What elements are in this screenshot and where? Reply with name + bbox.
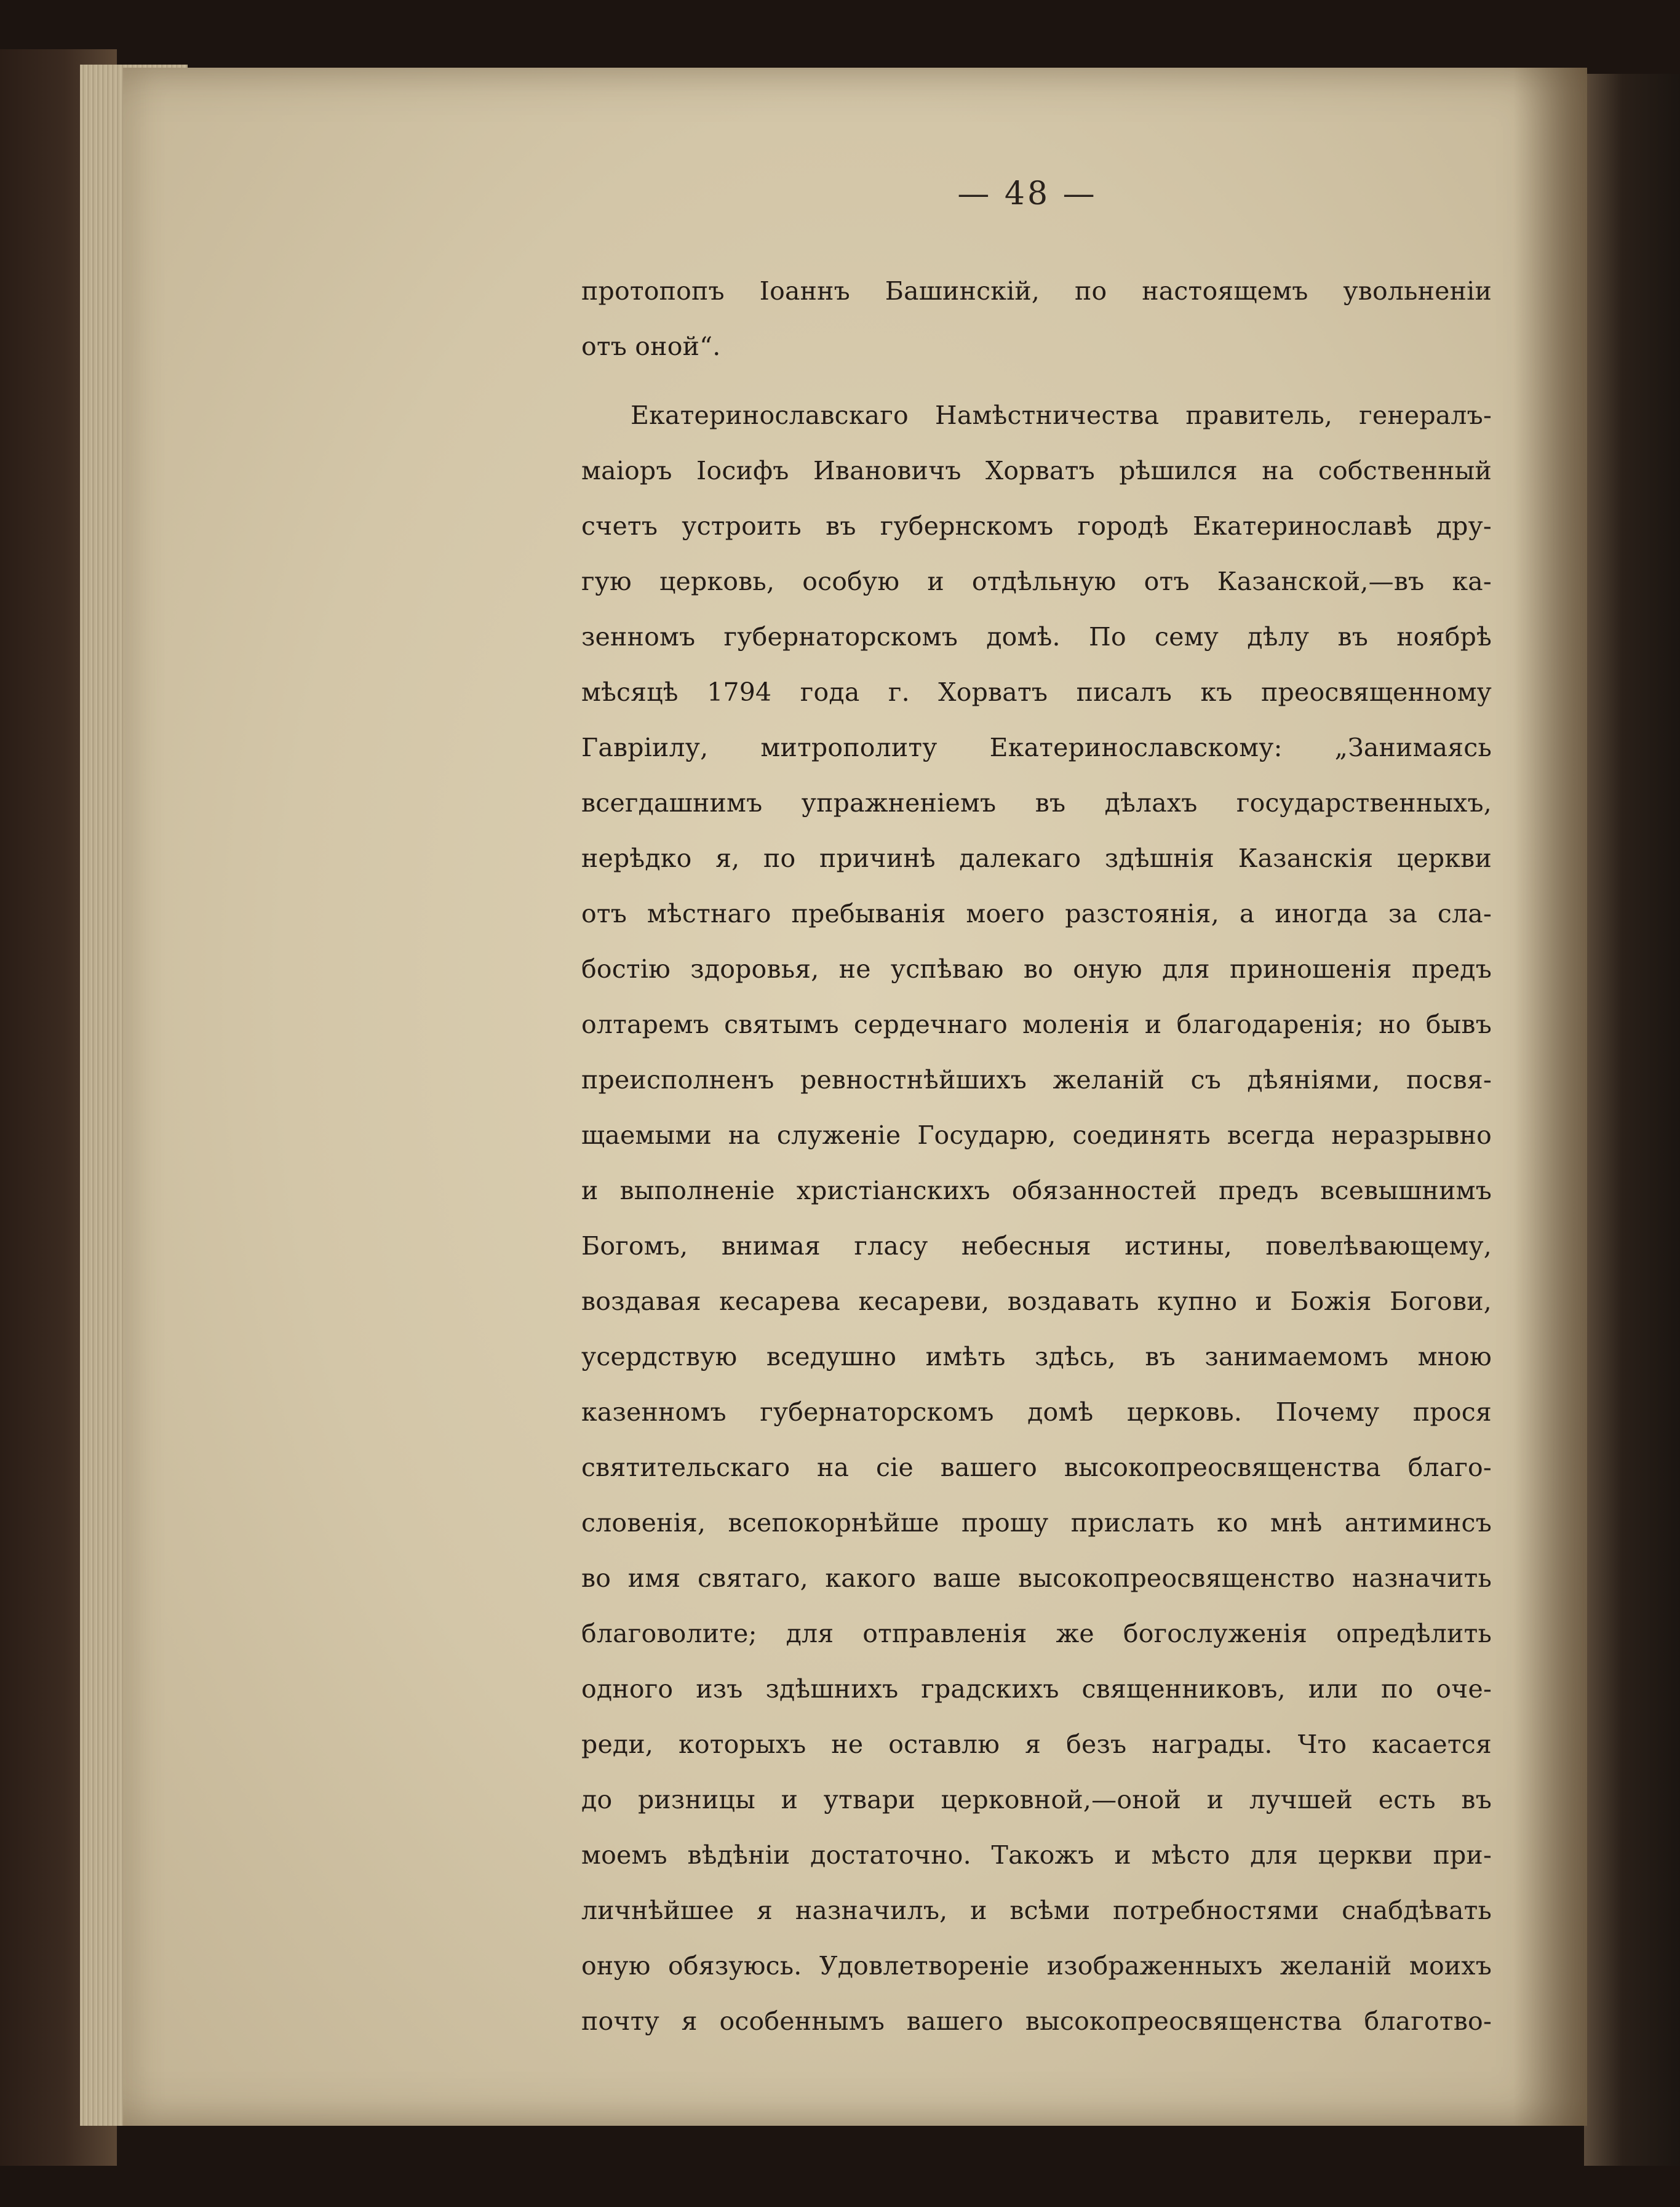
paragraph-gap <box>581 374 1492 388</box>
text-line: олтаремъ святымъ сердечнаго моленія и благодаренія; но бывъ <box>581 1010 1492 1039</box>
page-number: — 48 — <box>957 175 1097 212</box>
text-line: оную обязуюсь. Удовлетвореніе изображенныхъ желаній моихъ <box>581 1951 1492 1981</box>
text-line: моемъ вѣдѣніи достаточно. Такожъ и мѣсто для церкви при- <box>581 1840 1492 1870</box>
text-line: святительскаго на сіе вашего высокопреосвященства благо- <box>581 1453 1492 1482</box>
text-line: мѣсяцѣ 1794 года г. Хорватъ писалъ къ преосвященному <box>581 677 1492 707</box>
text-line: Екатеринославскаго Намѣстничества правитель, генералъ- <box>631 401 1492 430</box>
text-line: почту я особеннымъ вашего высокопреосвященства благотво- <box>581 2006 1492 2036</box>
text-line: преисполненъ ревностнѣйшихъ желаній съ дѣяніями, посвя- <box>581 1065 1492 1095</box>
text-line: до ризницы и утвари церковной,—оной и лучшей есть въ <box>581 1785 1492 1814</box>
text-line: бостію здоровья, не успѣваю во оную для приношенія предъ <box>581 954 1492 984</box>
text-line: личнѣйшее я назначилъ, и всѣми потребностями снабдѣвать <box>581 1896 1492 1925</box>
text-line: Богомъ, внимая гласу небесныя истины, повелѣвающему, <box>581 1231 1492 1261</box>
text-line: маіоръ Іосифъ Ивановичъ Хорватъ рѣшился на собственный <box>581 456 1492 485</box>
text-line: Гавріилу, митрополиту Екатеринославскому: „Занимаясь <box>581 733 1492 762</box>
text-line: отъ мѣстнаго пребыванія моего разстоянія, а иногда за сла- <box>581 899 1492 928</box>
text-line: реди, которыхъ не оставлю я безъ награды. Что касается <box>581 1730 1492 1759</box>
book-cover-right <box>1584 74 1680 2166</box>
text-line: словенія, всепокорнѣйше прошу прислать ко мнѣ антиминсъ <box>581 1508 1492 1538</box>
text-line: счетъ устроить въ губернскомъ городѣ Екатеринославѣ дру- <box>581 511 1492 541</box>
body-text <box>581 263 1492 2049</box>
text-line: протопопъ Іоаннъ Башинскій, по настоящемъ увольненіи <box>581 276 1492 306</box>
text-line: и выполненіе христіанскихъ обязанностей предъ всевышнимъ <box>581 1176 1492 1205</box>
gutter-shadow <box>1513 68 1587 2126</box>
text-line: воздавая кесарева кесареви, воздавать купно и Божія Богови, <box>581 1287 1492 1316</box>
text-line: одного изъ здѣшнихъ градскихъ священниковъ, или по оче- <box>581 1674 1492 1704</box>
text-line: казенномъ губернаторскомъ домѣ церковь. Почему прося <box>581 1397 1492 1427</box>
text-line: усердствую вседушно имѣть здѣсь, въ занимаемомъ мною <box>581 1342 1492 1371</box>
text-line: нерѣдко я, по причинѣ далекаго здѣшнія Казанскія церкви <box>581 844 1492 873</box>
text-line: всегдашнимъ упражненіемъ въ дѣлахъ государственныхъ, <box>581 788 1492 818</box>
text-line: отъ оной“. <box>581 332 721 361</box>
text-line: зенномъ губернаторскомъ домѣ. По сему дѣлу въ ноябрѣ <box>581 622 1492 652</box>
text-line: благоволите; для отправленія же богослуженія опредѣлить <box>581 1619 1492 1648</box>
text-line: во имя святаго, какого ваше высокопреосвященство назначить <box>581 1563 1492 1593</box>
text-line: гую церковь, особую и отдѣльную отъ Казанской,—въ ка- <box>581 567 1492 596</box>
text-line: щаемыми на служеніе Государю, соединять всегда неразрывно <box>581 1120 1492 1150</box>
